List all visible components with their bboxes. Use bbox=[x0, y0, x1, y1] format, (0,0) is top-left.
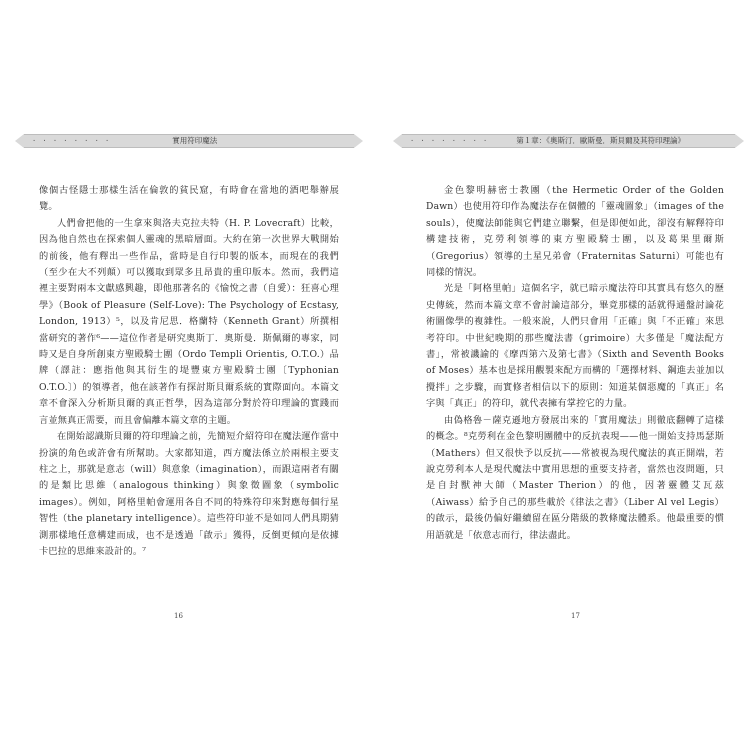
running-head bbox=[24, 134, 354, 148]
paragraph: 金色黎明赫密士教團（the Hermetic Order of the Golden Dawn）也使用符印作為魔法存在個體的「靈魂圖象」（images of the souls），使魔法師能與它們建立聯繫，但是即便如此，卻沒有解釋符印構建技術，克勞利領導的東方聖殿騎士團，以及葛果里爾斯（Gregorius）領導的土星兄弟會（Fraternitas Saturni）可能也有同樣的情況。 bbox=[426, 185, 724, 279]
body-text bbox=[39, 183, 339, 560]
paragraph: 由偽格魯－薩克遜地方發展出來的「實用魔法」則徹底翻轉了這樣的概念。⁸克勞利在金色黎明團體中的反抗表現——他一開始支持馬瑟斯（Mathers）但又很快予以反抗——常被視為現代魔法的真正開端，若說克勞利本人是現代魔法中實用思想的重要支持者，當然也沒問題，只是自封獸神大師（Master Therion）的他，因著靈體艾瓦茲（Aiwass）給予自己的那些載於《律法之書》（Liber Al vel Legis）的啟示，最後仍偏好繼續留在區分階級的教條魔法體系。他最重要的慣用語就是「依意志而行，律法盡此。 bbox=[426, 414, 724, 541]
body-text bbox=[426, 183, 724, 544]
running-head-bar bbox=[402, 134, 735, 148]
running-head-bar bbox=[24, 134, 354, 148]
running-head bbox=[402, 134, 735, 148]
paragraph: 在開始認識斯貝爾的符印理論之前，先簡短介紹符印在魔法運作當中扮演的角色或許會有所幫助。大家都知道，西方魔法係立於兩根主要支柱之上，那就是意志（will）與意象（imagination），而跟這兩者有關的是類比思維（analogous thinking）與象徵圖象（symbolic images）。例如，阿格里帕會運用各自不同的特殊符印來對應每個行星智性（the planetary intelligence）。這些符印並不是如同人們具期猜測那樣地任意構建而成，也不是透過「啟示」獲得，反倒更傾向是依據卡巴拉的思維來設計的。⁷ bbox=[39, 431, 339, 557]
paragraph: 像個古怪隱士那樣生活在倫敦的貧民窟，有時會在當地的酒吧舉辦展覽。 bbox=[39, 185, 339, 213]
paragraph: 光是「阿格里帕」這個名字，就已暗示魔法符印其實具有悠久的歷史傳統，然而本篇文章不會討論這部分，畢竟那樣的話就得通盤討論花術圖像學的複雜性。一般來說，人們只會用「正確」與「不正確」來思考符印。中世紀晚期的那些魔法書（grimoire）大多僅是「魔法配方書」，常被譏諭的《摩西第六及第七書》（Sixth and Seventh Books of Moses）基本也是採用觀製來配方而構的「選擇材料、鋼進去並加以攪拌」之步驟，而實修者相信以下的原則：知道某個惡魔的「真正」名字與「真正」的符印，就代表擁有掌控它的力量。 bbox=[426, 283, 724, 410]
running-head-ornament: · · · · · · · · bbox=[410, 137, 489, 145]
right-page bbox=[375, 0, 750, 750]
paragraph: 人們會把他的一生拿來與洛夫克拉夫特（H. P. Lovecraft）比較，因為他自然也在探索個人靈魂的黑暗層面。大約在第一次世界大戰開始的前後，他有釋出一些作品，當時是自行印製的版本，而現在的我們（至少在大不列顛）可以獲取到眾多且昂貴的重印版本。然而，我們這裡主要對兩本文獻感興趣，即他那著名的《愉悅之書（自愛）：狂喜心理學》（Book of Pleasure (Self-Love): The Psychology of Ecstasy, London, 1913）⁵，以及肯尼思．格蘭特（Kenneth Grant）所撰相當研究的著作⁶——這位作者是研究奧斯丁．奧斯曼．斯佩爾的專家，同時又是自身所創東方聖殿騎士團（Ordo Templi Orientis, O.T.O.）品牌（譯註：應指他與其衍生的堤豐東方聖殿騎士團〔Typhonian O.T.O.〕）的領導者，他在該著作有探討斯貝爾系統的實際面向。本篇文章不會深入分析斯貝爾的真正哲學，因為這部分對於符印理論的實踐而言並無真正需要，而且會偏離本篇文章的主題。 bbox=[39, 217, 339, 426]
running-head-title: 實用符印魔法 bbox=[172, 136, 218, 145]
page-number: 16 bbox=[174, 612, 183, 620]
running-head-title: 第１章：《奧斯汀．歐斯曼．斯貝爾及其符印理論》 bbox=[516, 136, 685, 145]
page-number: 17 bbox=[571, 612, 580, 620]
running-head-ornament: · · · · · · · · bbox=[32, 137, 111, 145]
